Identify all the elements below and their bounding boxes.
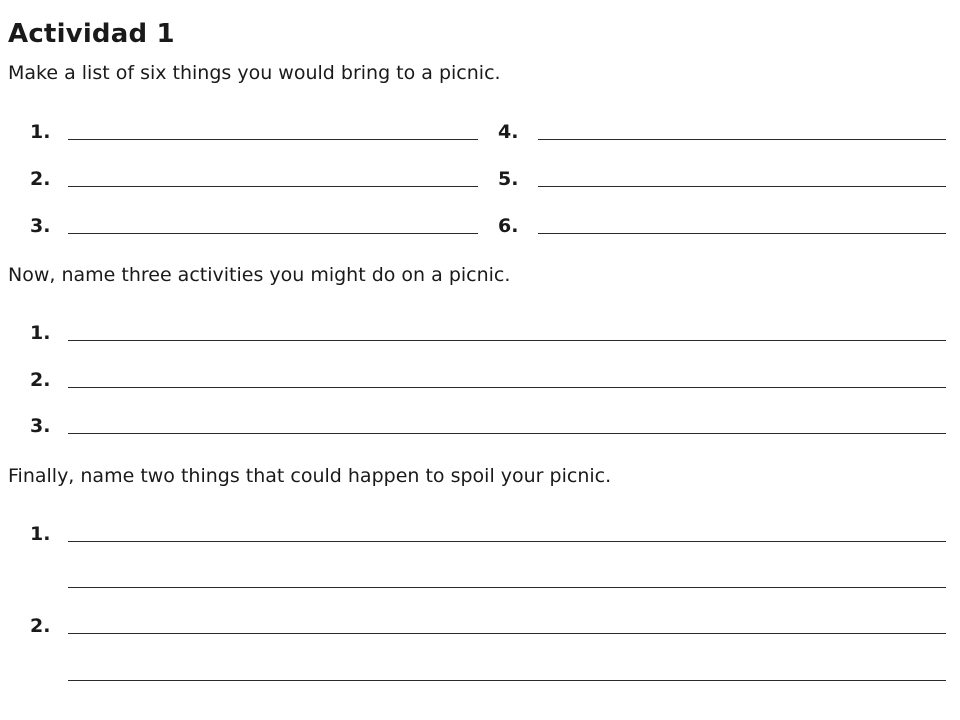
answer-line-spoil-2b[interactable] xyxy=(68,680,946,681)
item-number: 1. xyxy=(30,322,51,344)
spoil-row-1-continued xyxy=(30,567,948,593)
spoil-row-1 xyxy=(30,521,948,547)
answer-line-picnic-item-5[interactable] xyxy=(538,186,946,187)
activity-row-3 xyxy=(30,413,948,439)
answer-line-activity-2[interactable] xyxy=(68,387,946,388)
answer-line-activity-3[interactable] xyxy=(68,433,946,434)
instruction-picnic-items: Make a list of six things you would bring to a picnic. xyxy=(8,62,501,84)
picnic-item-row-4 xyxy=(498,119,948,145)
answer-line-picnic-item-1[interactable] xyxy=(68,139,478,140)
answer-line-spoil-1a[interactable] xyxy=(68,541,946,542)
answer-line-picnic-item-3[interactable] xyxy=(68,233,478,234)
item-number: 2. xyxy=(30,615,51,637)
instruction-picnic-activities: Now, name three activities you might do on a picnic. xyxy=(8,264,511,286)
answer-line-spoil-2a[interactable] xyxy=(68,633,946,634)
answer-line-spoil-1b[interactable] xyxy=(68,587,946,588)
item-number: 2. xyxy=(30,168,51,190)
spoil-row-2 xyxy=(30,613,948,639)
instruction-spoil-picnic: Finally, name two things that could happen to spoil your picnic. xyxy=(8,465,612,487)
item-number: 6. xyxy=(498,215,519,237)
item-number: 1. xyxy=(30,523,51,545)
activity-row-1 xyxy=(30,320,948,346)
spoil-row-2-continued xyxy=(30,660,948,686)
picnic-item-row-2 xyxy=(30,166,490,192)
activity-row-2 xyxy=(30,367,948,393)
page-title: Actividad 1 xyxy=(8,19,175,49)
answer-line-activity-1[interactable] xyxy=(68,340,946,341)
item-number: 4. xyxy=(498,121,519,143)
answer-line-picnic-item-6[interactable] xyxy=(538,233,946,234)
item-number: 2. xyxy=(30,369,51,391)
item-number: 3. xyxy=(30,415,51,437)
picnic-item-row-3 xyxy=(30,213,490,239)
answer-line-picnic-item-4[interactable] xyxy=(538,139,946,140)
picnic-item-row-5 xyxy=(498,166,948,192)
item-number: 1. xyxy=(30,121,51,143)
item-number: 5. xyxy=(498,168,519,190)
picnic-item-row-6 xyxy=(498,213,948,239)
item-number: 3. xyxy=(30,215,51,237)
picnic-item-row-1 xyxy=(30,119,490,145)
answer-line-picnic-item-2[interactable] xyxy=(68,186,478,187)
